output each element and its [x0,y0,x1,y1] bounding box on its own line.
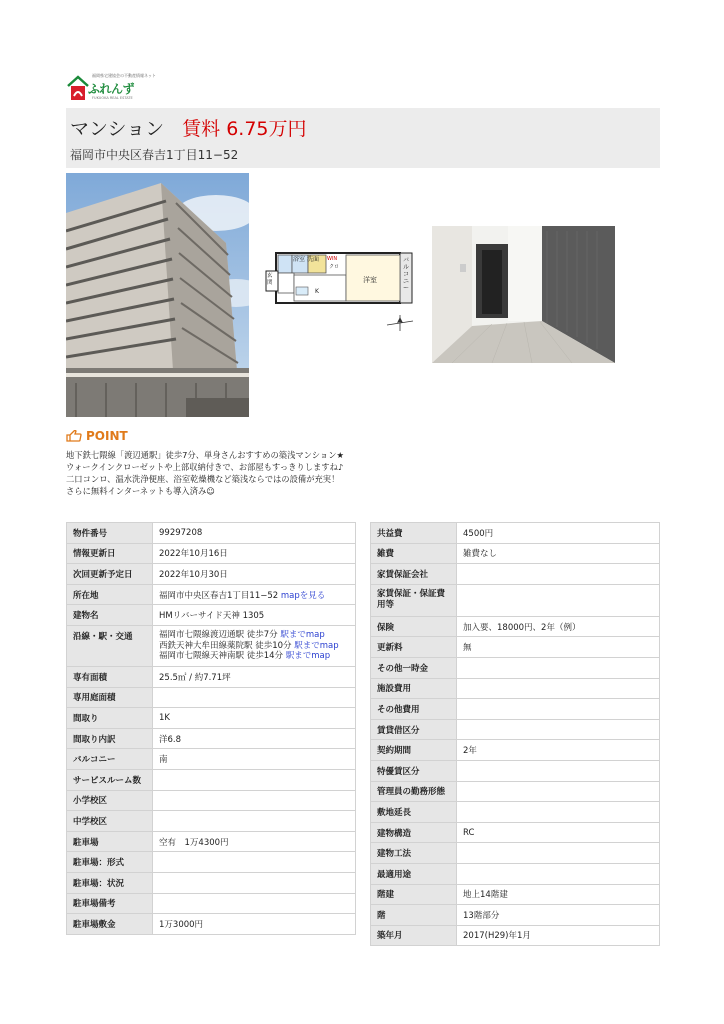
row-value [457,657,660,678]
property-details-table [66,522,356,935]
table-row [371,699,660,720]
row-label: その他一時金 [371,657,457,678]
row-value [153,584,356,605]
station-map-link[interactable]: 駅までmap [294,640,339,651]
row-value [153,769,356,790]
row-value: 空有 1万4300円 [153,831,356,852]
row-label: 家賃保証・保証費用等 [371,584,457,616]
table-row [371,637,660,658]
property-type: マンション [70,118,165,140]
row-value [457,678,660,699]
cost-details-table [370,522,660,946]
row-value: 2年 [457,740,660,761]
row-value [153,625,356,666]
table-row [67,914,356,935]
row-label: 契約期間 [371,740,457,761]
table-row [67,893,356,914]
site-logo[interactable] [66,72,158,102]
table-row [371,543,660,564]
row-label: 駐車場敷金 [67,914,153,935]
row-label: 専有面積 [67,666,153,687]
table-row [371,781,660,802]
table-row [371,657,660,678]
table-row [67,790,356,811]
row-value: 1万3000円 [153,914,356,935]
row-label: 間取り [67,708,153,729]
row-value: 2017(H29)年1月 [457,925,660,946]
table-row [371,822,660,843]
row-label: 駐車場 [67,831,153,852]
row-label: 建物名 [67,605,153,626]
property-header [66,108,660,168]
floor-plan [260,245,432,340]
row-label: 物件番号 [67,523,153,544]
row-value [153,790,356,811]
table-row [371,564,660,585]
row-value [457,719,660,740]
row-value: 無 [457,637,660,658]
table-row [67,584,356,605]
row-value [457,760,660,781]
row-value [153,872,356,893]
row-label: バルコニー [67,749,153,770]
row-label: 施設費用 [371,678,457,699]
row-label: 最適用途 [371,863,457,884]
row-value: 13階部分 [457,905,660,926]
row-label: 階建 [371,884,457,905]
station-map-link[interactable]: 駅までmap [285,651,331,662]
point-line: 地下鉄七隈線「渡辺通駅」徒歩7分、単身さんおすすめの築浅マンション★ [66,450,344,460]
table-row [67,749,356,770]
row-value: 2022年10月30日 [153,564,356,585]
logo-wordmark: ふれんず [88,82,135,96]
table-row [371,584,660,616]
row-value [457,584,660,616]
table-row [371,760,660,781]
table-row [67,708,356,729]
row-label: 中学校区 [67,811,153,832]
row-label: 間取り内訳 [67,728,153,749]
access-text: 福岡市七隈線天神南駅 徒歩14分 [159,651,284,662]
table-row [371,802,660,823]
station-map-link[interactable]: 駅までmap [280,630,325,641]
table-row [371,523,660,544]
table-row [371,719,660,740]
balcony-label: バルコニー [403,257,410,292]
table-row [371,616,660,637]
logo-tagline: 福岡県宅建協会の不動産情報ネット [92,73,156,78]
row-value: RC [457,822,660,843]
table-row [67,605,356,626]
row-value: 99297208 [153,523,356,544]
table-row [371,843,660,864]
row-label: 建物工法 [371,843,457,864]
compass-icon [385,313,415,333]
access-line [159,641,349,652]
youshitsu-label: 洋室 [363,276,377,284]
table-row [67,564,356,585]
row-value: 4500円 [457,523,660,544]
win-label: WIN [327,256,338,262]
row-label: 雑費 [371,543,457,564]
row-value [457,564,660,585]
row-value [457,781,660,802]
point-line: ウォークインクローゼットや上部収納付きで、お部屋もすっきりしますね♪ [66,462,344,472]
point-line: 二口コンロ、温水洗浄便座、浴室乾燥機など築浅ならではの設備が充実！ [66,474,340,484]
location-text: 福岡市中央区春吉1丁目11−52 [159,590,279,601]
kuro-label: クロ [329,264,340,270]
table-row [67,852,356,873]
table-row [67,523,356,544]
row-label: 保険 [371,616,457,637]
row-value [457,863,660,884]
access-text: 西鉄天神大牟田線薬院駅 徒歩10分 [159,640,292,651]
table-row [67,666,356,687]
rent-price: 賃料 6.75万円 [182,118,307,140]
row-label: 駐車場：形式 [67,852,153,873]
row-value: 南 [153,749,356,770]
table-row [67,543,356,564]
row-value: HMリバーサイド天神 1305 [153,605,356,626]
point-line: さらに無料インターネットも導入済み☺ [66,486,215,496]
logo-subtext: FUKUOKA REAL ESTATE [92,96,133,100]
row-value: 加入要、18000円、2年（例） [457,616,660,637]
table-row [371,905,660,926]
k-label: K [315,288,319,295]
row-value [457,843,660,864]
genkan-label: 玄関 [267,273,273,286]
row-value: 1K [153,708,356,729]
access-line [159,630,349,641]
row-value: 2022年10月16日 [153,543,356,564]
row-value: 洋6.8 [153,728,356,749]
access-line [159,651,349,662]
room-photo [432,226,615,363]
point-title: POINT [86,429,128,443]
pointing-hand-icon [66,430,82,442]
row-value [153,687,356,708]
row-label: 専用庭面積 [67,687,153,708]
row-label: 小学校区 [67,790,153,811]
row-label: 更新料 [371,637,457,658]
row-label: 階 [371,905,457,926]
access-text: 福岡市七隈線渡辺通駅 徒歩7分 [159,630,278,641]
property-address: 福岡市中央区春吉1丁目11−52 [70,148,239,162]
row-label: その他費用 [371,699,457,720]
row-value: 地上14階建 [457,884,660,905]
title-line [70,114,307,141]
table-row [371,863,660,884]
row-value: 25.5㎡ / 約7.71坪 [153,666,356,687]
row-label: サービスルーム数 [67,769,153,790]
row-value [153,811,356,832]
row-label: 家賃保証会社 [371,564,457,585]
row-label: 敷地延長 [371,802,457,823]
row-value [457,802,660,823]
row-value [153,852,356,873]
row-label: 次回更新予定日 [67,564,153,585]
row-value [457,699,660,720]
table-row [67,769,356,790]
row-label: 所在地 [67,584,153,605]
table-row [371,925,660,946]
row-label: 駐車場：状況 [67,872,153,893]
table-row [67,625,356,666]
row-label: 情報更新日 [67,543,153,564]
house-logo-icon [66,74,90,102]
row-value [153,893,356,914]
table-row [67,728,356,749]
table-row [371,884,660,905]
bath-label: 浴室 [293,256,306,263]
table-row [371,740,660,761]
row-label: 建物構造 [371,822,457,843]
point-heading [66,429,128,443]
table-row [67,811,356,832]
table-row [371,678,660,699]
table-row [67,687,356,708]
wash-label: 洗面 [307,256,320,263]
row-label: 駐車場備考 [67,893,153,914]
row-label: 管理員の勤務形態 [371,781,457,802]
row-label: 沿線・駅・交通 [67,625,153,666]
table-row [67,872,356,893]
map-link[interactable]: mapを見る [280,590,326,601]
row-value: 雑費なし [457,543,660,564]
building-photo [66,173,249,417]
row-label: 特優賃区分 [371,760,457,781]
row-label: 賃貸借区分 [371,719,457,740]
point-description [66,449,366,497]
table-row [67,831,356,852]
row-label: 築年月 [371,925,457,946]
row-label: 共益費 [371,523,457,544]
